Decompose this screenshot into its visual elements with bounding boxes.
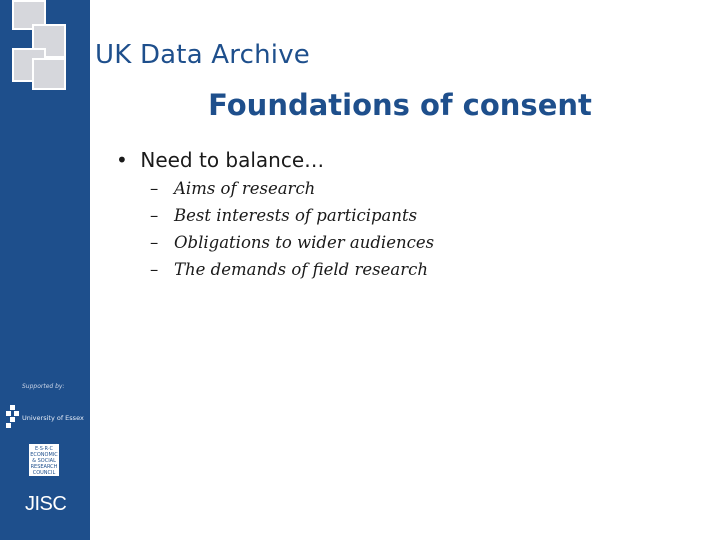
dash-marker: – <box>150 179 159 198</box>
brand-name: UK Data Archive <box>95 40 310 70</box>
sub-bullet-text: Aims of research <box>174 179 316 198</box>
bullet-marker: • <box>116 148 128 172</box>
university-name: University of Essex <box>22 414 84 422</box>
sub-bullet-text: Best interests of participants <box>174 206 418 225</box>
archive-logo-squares <box>0 0 80 100</box>
sub-bullet-text: The demands of field research <box>174 260 428 279</box>
bullet-text: Need to balance… <box>140 148 325 172</box>
sub-bullet-item <box>150 178 434 205</box>
bullet-item <box>116 148 324 172</box>
sub-bullet-item <box>150 259 434 286</box>
sub-bullet-list <box>150 178 434 286</box>
dash-marker: – <box>150 260 159 279</box>
esrc-logo: E·S·R·C ECONOMIC & SOCIAL RESEARCH COUNCIL <box>30 446 58 476</box>
logo-square <box>32 58 66 90</box>
slide-title: Foundations of consent <box>208 88 592 122</box>
left-sidebar <box>0 0 90 540</box>
dash-marker: – <box>150 206 159 225</box>
sub-bullet-item <box>150 205 434 232</box>
dash-marker: – <box>150 233 159 252</box>
jisc-logo: JISC <box>25 493 67 515</box>
supported-by-label: Supported by: <box>22 383 65 390</box>
university-logo-icon <box>6 405 20 427</box>
sub-bullet-item <box>150 232 434 259</box>
sub-bullet-text: Obligations to wider audiences <box>174 233 435 252</box>
